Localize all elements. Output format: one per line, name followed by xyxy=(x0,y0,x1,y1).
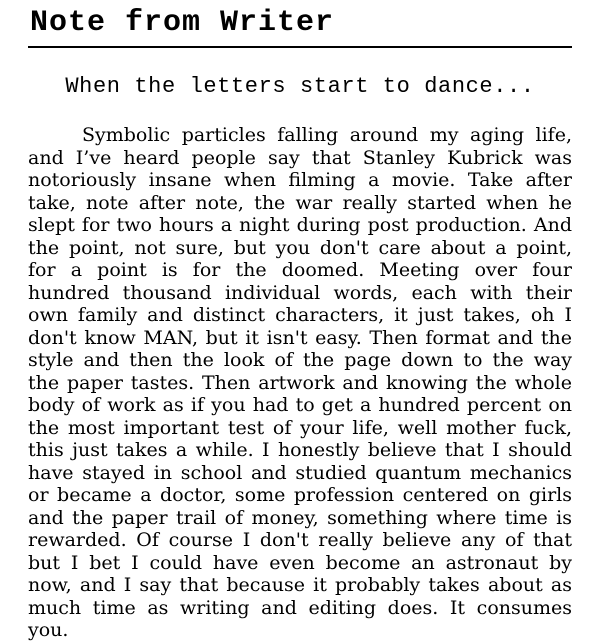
subtitle: When the letters start to dance... xyxy=(65,74,535,99)
page-title: Note from Writer xyxy=(30,6,335,40)
body-paragraph: Symbolic particles falling around my aging life, and I’ve heard people say that Stanley Kubrick was notoriously insane when filming a movie. Take after take, note after note, the war really started when he slept for two hours a night during post production. And the point, not sure, but you don't care about a point, for a point is for the doomed. Meeting over four hundred thousand individual words, each with their own family and distinct characters, it just takes, oh I don't know MAN, but it isn't easy. Then format and the style and then the look of the page down to the way the paper tastes. Then artwork and knowing the whole body of work as if you had to get a hundred percent on the most important test of your life, well mother fuck, this just takes a while. I honestly believe that I should have stayed in school and studied quantum mechanics or became a doctor, some profession centered on girls and the paper trail of money, something where time is rewarded. Of course I don't really believe any of that but I bet I could have even become an astronaut by now, and I say that because it probably takes about as much time as writing and editing does. It consumes you. xyxy=(28,124,572,641)
masthead xyxy=(28,5,572,48)
